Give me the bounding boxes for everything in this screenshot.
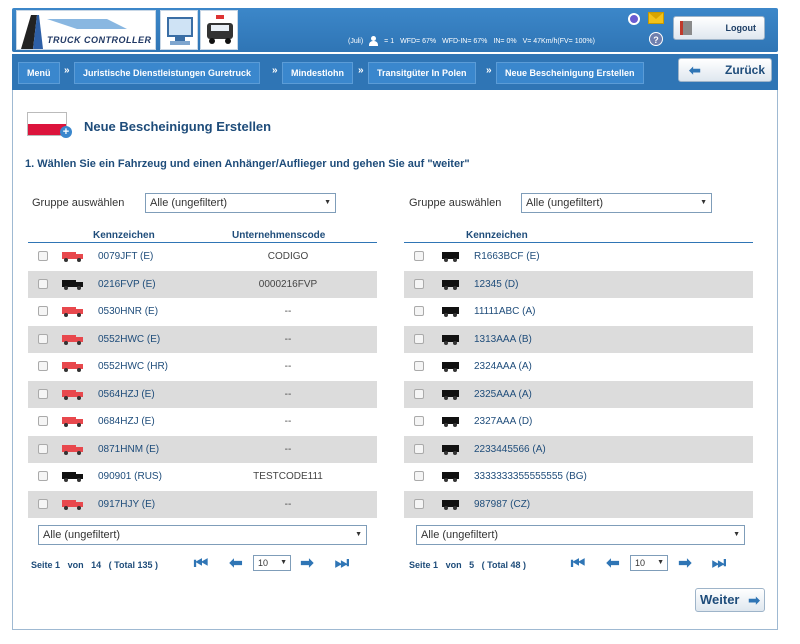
vehicle-filter-select[interactable] [38,525,367,545]
vehicle-plate[interactable]: 0530HNR (E) [98,306,159,317]
help-icon[interactable]: ? [649,32,663,46]
mail-icon[interactable] [648,12,664,24]
chevron-down-icon: ▼ [657,559,664,566]
vehicle-plate[interactable]: 0684HZJ (E) [98,416,155,427]
trailer-icon [442,471,460,482]
trailer-icon [442,251,460,262]
vehicle-next-page-icon[interactable]: ➡ [300,555,314,572]
vehicle-filter-value: Alle (ungefiltert) [43,529,121,541]
trailer-pager-page: 1 [433,560,439,570]
truck-icon [62,251,84,262]
vehicle-pager-page-label: Seite [31,560,53,570]
truck-icon [62,306,84,317]
trailer-pager-info [409,560,526,570]
trailer-checkbox[interactable] [414,306,424,316]
vehicle-plate[interactable]: 090901 (RUS) [98,471,162,482]
truck-icon [62,444,84,455]
trailer-plate[interactable]: 2233445566 (A) [474,443,546,455]
back-label: Zurück [724,63,765,77]
vehicle-company-code: TESTCODE111 [253,471,323,482]
trailer-checkbox[interactable] [414,389,424,399]
breadcrumb-item-new-certificate[interactable]: Neue Bescheinigung Erstellen [496,62,644,84]
truck-icon [62,416,84,427]
vehicle-row[interactable] [28,491,377,518]
trailer-plate[interactable]: 11111ABC (A) [474,306,536,317]
vehicle-first-page-icon[interactable]: ⏮ [193,555,209,572]
trailer-next-page-icon[interactable]: ➡ [678,555,692,572]
vehicle-prev-page-icon[interactable]: ⬅ [229,555,243,572]
vehicle-checkbox[interactable] [38,251,48,261]
status-wfd: WFD= 67% [400,37,437,45]
vehicle-company-code: 0000216FVP [258,278,318,290]
vehicle-plate[interactable]: 0552HWC (HR) [98,361,169,372]
status-users: = 1 [384,37,395,45]
truck-icon [62,389,84,400]
vehicle-row[interactable] [28,326,377,353]
breadcrumb-separator: » [358,65,364,76]
next-label: Weiter [700,592,740,607]
vehicle-company-code: -- [284,443,292,455]
page-title: Neue Bescheinigung Erstellen [84,119,272,134]
trailer-checkbox[interactable] [414,279,424,289]
trailer-pager-page-label: Seite [409,560,431,570]
vehicle-company-code: -- [284,498,292,510]
trailer-row[interactable] [404,381,753,408]
breadcrumb-item-transit-goods[interactable]: Transitgüter In Polen [368,62,476,84]
logout-door-icon [680,21,692,35]
trailer-pager-total: ( Total 48 ) [481,560,526,570]
trailer-checkbox[interactable] [414,334,424,344]
status-month: (Juli) [348,37,364,45]
logo-road-icon [17,11,157,51]
trailer-checkbox[interactable] [414,416,424,426]
vehicle-checkbox[interactable] [38,499,48,509]
vehicle-group-value: Alle (ungefiltert) [150,197,228,209]
add-icon: + [60,126,72,138]
next-button[interactable] [695,588,765,612]
vehicle-checkbox[interactable] [38,471,48,481]
settings-icon[interactable] [628,13,640,25]
vehicle-plate[interactable]: 0871HNM (E) [98,443,160,455]
trailer-page-size-value: 10 [635,558,646,568]
trailer-plate[interactable]: 987987 (CZ) [474,498,531,510]
trailer-row[interactable] [404,326,753,353]
status-wfd-in: WFD-IN= 67% [442,37,488,45]
trailer-plate[interactable]: 2325AAA (A) [474,388,532,400]
logout-label: Logout [725,23,756,33]
vehicle-col-plate[interactable]: Kennzeichen [93,230,155,241]
vehicle-row[interactable] [28,271,377,298]
vehicle-checkbox[interactable] [38,334,48,344]
vehicle-row[interactable] [28,381,377,408]
trailer-group-label: Gruppe auswählen [409,197,502,209]
vehicle-plate[interactable]: 0917HJY (E) [98,498,156,510]
vehicle-company-code: -- [284,388,292,400]
vehicle-plate[interactable]: 0552HWC (E) [98,333,161,345]
trailer-row[interactable] [404,491,753,518]
trailer-icon [442,444,460,455]
chevron-down-icon: ▼ [280,559,287,566]
vehicle-group-select[interactable] [145,193,336,213]
trailer-last-page-icon[interactable]: ⏭ [711,555,727,572]
trailer-row[interactable] [404,463,753,490]
vehicle-plate[interactable]: 0079JFT (E) [98,251,154,262]
chevron-down-icon: ▼ [324,199,331,206]
truck-icon [62,499,84,510]
chevron-down-icon: ▼ [700,199,707,206]
trailer-row[interactable] [404,408,753,435]
vehicle-pager-info [31,560,158,570]
vehicle-checkbox[interactable] [38,444,48,454]
vehicle-company-code: -- [284,361,292,372]
vehicle-checkbox[interactable] [38,361,48,371]
truck-icon [62,361,84,372]
vehicle-row[interactable] [28,243,377,270]
vehicle-page-size-value: 10 [258,558,269,568]
vehicle-checkbox[interactable] [38,389,48,399]
breadcrumb-separator: » [486,65,492,76]
truck-icon [62,279,84,290]
logo-text: TRUCK CONTROLLER [47,35,152,45]
trailer-col-plate[interactable]: Kennzeichen [466,230,528,241]
trailer-prev-page-icon[interactable]: ⬅ [606,555,620,572]
trailer-row[interactable] [404,298,753,325]
breadcrumb-separator: » [272,65,278,76]
trailer-checkbox[interactable] [414,499,424,509]
next-arrow-icon: ➡ [748,592,760,608]
trailer-plate[interactable]: 12345 (D) [474,278,519,290]
vehicle-row[interactable] [28,408,377,435]
back-arrow-icon: ⬅ [689,62,701,78]
vehicle-checkbox[interactable] [38,416,48,426]
vehicle-row[interactable] [28,353,377,380]
vehicle-row[interactable] [28,463,377,490]
trailer-icon [442,279,460,290]
back-button[interactable] [678,58,772,82]
trailer-pager-of-label: von [445,560,462,570]
vehicle-pager-pages: 14 [91,560,102,570]
trailer-plate[interactable]: 2324AAA (A) [474,361,532,372]
logout-button[interactable] [673,16,765,40]
trailer-checkbox[interactable] [414,361,424,371]
trailer-icon [442,389,460,400]
breadcrumb-item-menu[interactable]: Menü [18,62,60,84]
trailer-page-size-select[interactable] [630,555,668,571]
trailer-icon [442,499,460,510]
trailer-plate[interactable]: R1663BCF (E) [474,251,540,262]
computer-icon[interactable] [160,10,198,50]
trailer-checkbox[interactable] [414,471,424,481]
vehicle-row[interactable] [28,298,377,325]
status-speed: V= 47Km/h(FV= 100%) [522,37,595,45]
vehicle-company-code: -- [284,416,292,427]
trailer-plate[interactable]: 2327AAA (D) [474,416,533,427]
police-car-icon[interactable] [200,10,238,50]
vehicle-checkbox[interactable] [38,306,48,316]
truck-icon [62,471,84,482]
chevron-down-icon: ▼ [355,531,362,538]
vehicle-page-size-select[interactable] [253,555,291,571]
vehicle-company-code: -- [284,333,292,345]
trailer-group-select[interactable] [521,193,712,213]
trailer-row[interactable] [404,353,753,380]
vehicle-checkbox[interactable] [38,279,48,289]
trailer-filter-value: Alle (ungefiltert) [421,529,499,541]
trailer-first-page-icon[interactable]: ⏮ [570,555,586,572]
vehicle-company-code: CODIGO [267,251,309,262]
vehicle-col-code[interactable]: Unternehmenscode [232,230,326,241]
vehicle-last-page-icon[interactable]: ⏭ [334,555,350,572]
vehicle-pager-of-label: von [67,560,84,570]
breadcrumb [12,54,778,90]
trailer-row[interactable] [404,271,753,298]
status-in: IN= 0% [493,37,517,45]
trailer-group-value: Alle (ungefiltert) [526,197,604,209]
trailer-row[interactable] [404,436,753,463]
truck-controller-logo[interactable] [16,10,156,50]
trailer-icon [442,334,460,345]
vehicle-group-label: Gruppe auswählen [32,197,125,209]
trailer-checkbox[interactable] [414,251,424,261]
trailer-plate[interactable]: 1313AAA (B) [474,333,532,345]
trailer-icon [442,306,460,317]
breadcrumb-item-legal-services[interactable]: Juristische Dienstleistungen Guretruck [74,62,260,84]
trailer-icon [442,361,460,372]
trailer-row[interactable] [404,243,753,270]
trailer-checkbox[interactable] [414,444,424,454]
vehicle-row[interactable] [28,436,377,463]
vehicle-pager-page: 1 [55,560,61,570]
instruction-text: 1. Wählen Sie ein Fahrzeug und einen Anhänger/Auflieger und gehen Sie auf "weiter" [25,158,470,170]
trailer-plate[interactable]: 3333333355555555 (BG) [474,471,587,482]
trailer-icon [442,416,460,427]
vehicle-plate[interactable]: 0216FVP (E) [98,278,156,290]
breadcrumb-item-minimum-wage[interactable]: Mindestlohn [282,62,353,84]
status-bar [348,34,595,48]
vehicle-pager-total: ( Total 135 ) [108,560,158,570]
vehicle-plate[interactable]: 0564HZJ (E) [98,388,155,400]
vehicle-company-code: -- [284,306,292,317]
chevron-down-icon: ▼ [733,531,740,538]
user-icon [369,36,378,46]
truck-icon [62,334,84,345]
breadcrumb-separator: » [64,65,70,76]
trailer-pager-pages: 5 [469,560,475,570]
trailer-filter-select[interactable] [416,525,745,545]
